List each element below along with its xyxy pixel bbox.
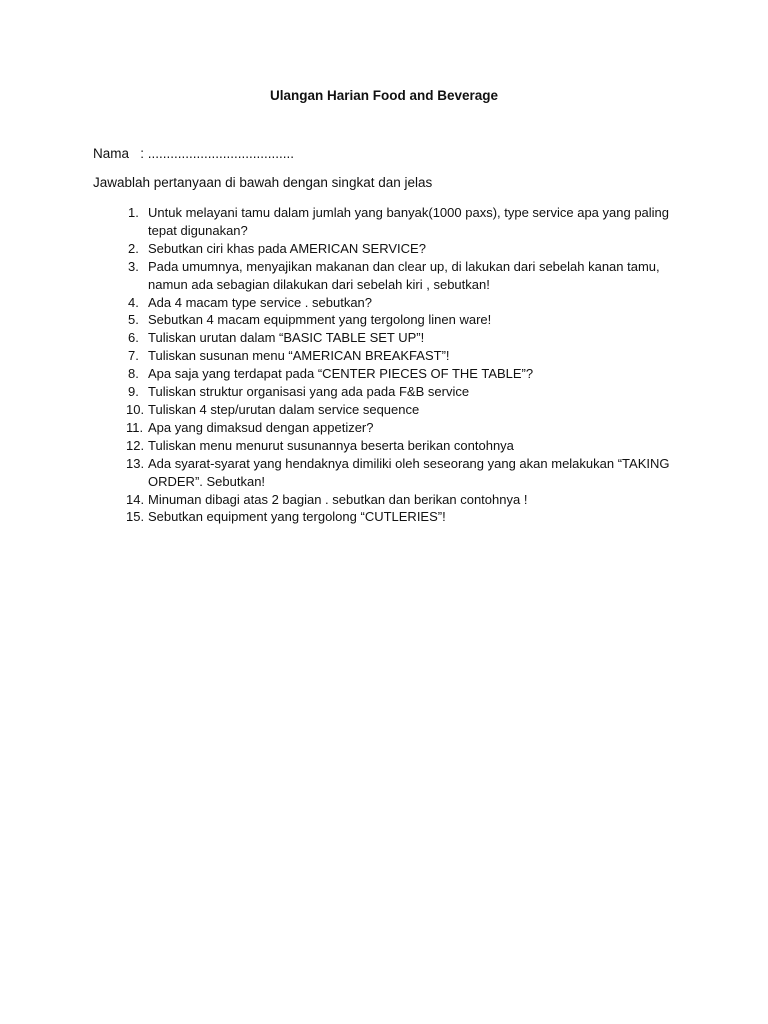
question-item [126,383,686,401]
document-title: Ulangan Harian Food and Beverage [269,88,499,103]
question-number: 4. [128,294,139,310]
question-item [126,365,686,383]
question-item [126,491,686,509]
question-number: 15. [126,509,145,525]
question-item [126,419,686,437]
question-number: 12. [126,437,145,453]
question-number: 11. [126,419,144,435]
question-text: Tuliskan susunan menu “AMERICAN BREAKFAST”! [148,348,450,364]
name-field-line: Nama : ....................................... [93,146,295,161]
question-item [126,437,686,455]
question-number: 14. [126,491,145,507]
question-item [126,258,686,294]
question-text: Tuliskan menu menurut susunannya beserta berikan contohnya [148,437,514,453]
question-number: 5. [128,312,139,328]
question-text: Sebutkan ciri khas pada AMERICAN SERVICE? [148,240,426,256]
question-text: Minuman dibagi atas 2 bagian . sebutkan dan berikan contohnya ! [148,491,528,507]
question-item [126,401,686,419]
question-number: 1. [128,205,139,220]
question-text: Apa saja yang terdapat pada “CENTER PIECES OF THE TABLE”? [148,366,534,382]
question-number: 13. [126,455,145,471]
question-text: Ada syarat-syarat yang hendaknya dimiliki oleh seseorang yang akan melakukan “TAKING ORDER”. Sebutkan! [148,455,670,489]
question-item [126,347,686,365]
question-text: Tuliskan urutan dalam “BASIC TABLE SET UP”! [148,330,425,346]
question-item [126,508,686,526]
question-text: Pada umumnya, menyajikan makanan dan clear up, di lakukan dari sebelah kanan tamu, namun ada sebagian dilakukan dari sebelah kiri , sebutkan! [148,258,660,292]
question-item [126,329,686,347]
question-number: 7. [128,348,139,364]
question-item [126,240,686,258]
question-item [126,294,686,312]
question-item [126,455,686,491]
question-number: 8. [128,366,139,382]
question-item [126,204,686,240]
question-number: 2. [128,240,139,256]
question-text: Untuk melayani tamu dalam jumlah yang banyak(1000 paxs), type service apa yang paling tepat digunakan? [148,205,670,238]
question-number: 3. [128,258,139,274]
question-text: Sebutkan equipment yang tergolong “CUTLERIES”! [148,509,446,525]
question-list [126,204,686,526]
question-text: Tuliskan struktur organisasi yang ada pada F&B service [148,384,470,400]
question-text: Tuliskan 4 step/urutan dalam service sequence [148,401,420,417]
question-text: Ada 4 macam type service . sebutkan? [148,294,373,310]
question-number: 9. [128,384,139,400]
instruction-text: Jawablah pertanyaan di bawah dengan singkat dan jelas [93,175,433,190]
question-number: 6. [128,330,139,346]
question-text: Apa yang dimaksud dengan appetizer? [148,419,374,435]
question-item [126,311,686,329]
question-number: 10. [126,401,145,417]
question-text: Sebutkan 4 macam equipmment yang tergolong linen ware! [148,312,492,328]
